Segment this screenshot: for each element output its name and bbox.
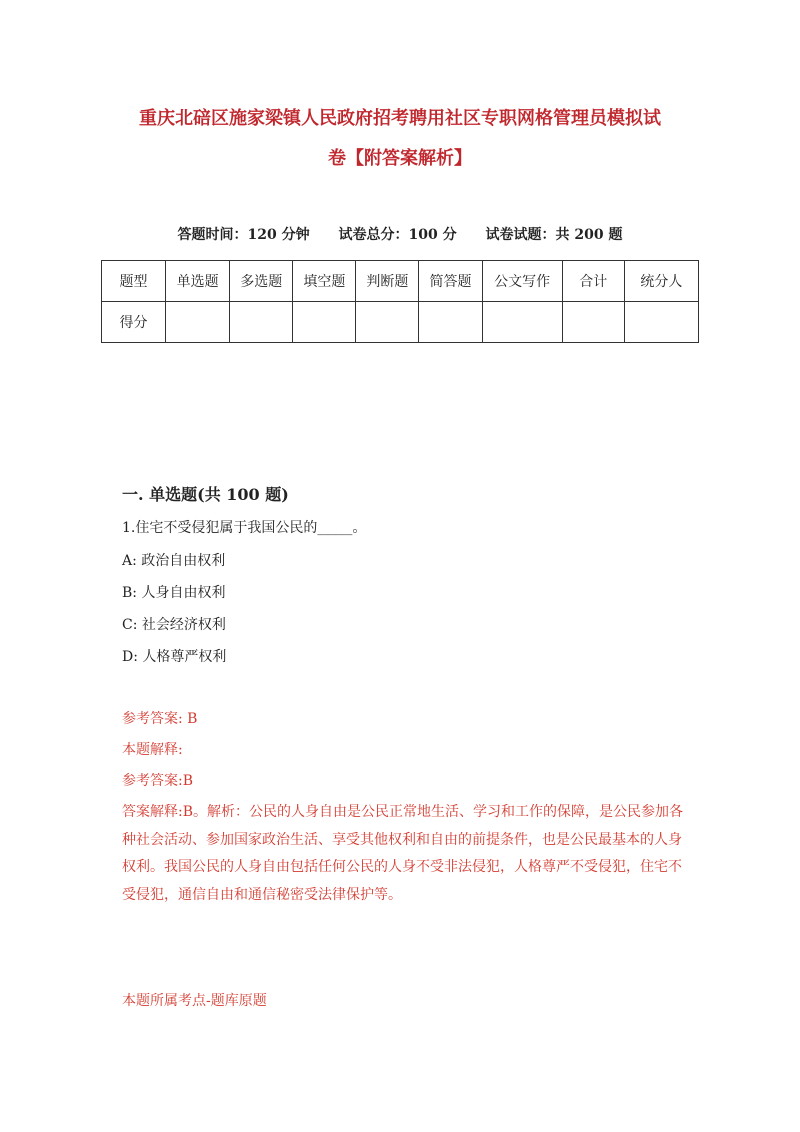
header-cell: 单选题: [166, 261, 230, 302]
score-cell: [230, 302, 293, 343]
score-table: [101, 260, 699, 343]
score-table-score-row: [102, 302, 699, 343]
score-cell: [166, 302, 230, 343]
reference-answer: 参考答案: B: [122, 711, 198, 727]
header-cell: 简答题: [419, 261, 482, 302]
exam-time: 答题时间：120 分钟: [177, 227, 310, 243]
reference-answer-2: 参考答案:B: [122, 773, 194, 789]
row-label-cell: 得分: [102, 302, 166, 343]
header-cell: 公文写作: [482, 261, 562, 302]
score-cell: [482, 302, 562, 343]
exam-question-count: 试卷试题：共 200 题: [485, 227, 623, 243]
question-source: 本题所属考点-题库原题: [122, 993, 267, 1009]
score-cell: [562, 302, 624, 343]
answer-explanation: 答案解释:B。解析：公民的人身自由是公民正常地生活、学习和工作的保障，是公民参加各种社会活动、参加国家政治生活、享受其他权利和自由的前提条件，也是公民最基本的人身权利。我国公民的人身自由包括任何公民的人身不受非法侵犯，人格尊严不受侵犯，住宅不受侵犯，通信自由和通信秘密受法律保护等。: [122, 804, 684, 903]
header-cell: 多选题: [230, 261, 293, 302]
score-cell: [293, 302, 356, 343]
page-title-line1: 重庆北碚区施家梁镇人民政府招考聘用社区专职网格管理员模拟试: [139, 108, 661, 129]
section-title: 一. 单选题(共 100 题): [122, 485, 289, 504]
explanation-label: 本题解释:: [122, 742, 183, 758]
option-a: A: 政治自由权利: [122, 553, 226, 569]
exam-total-score: 试卷总分：100 分: [338, 227, 457, 243]
header-cell: 题型: [102, 261, 166, 302]
question-stem: 1.住宅不受侵犯属于我国公民的_____。: [122, 520, 367, 536]
header-cell: 统分人: [624, 261, 698, 302]
header-cell: 判断题: [356, 261, 419, 302]
header-cell: 合计: [562, 261, 624, 302]
score-cell: [419, 302, 482, 343]
page-title-line2: 卷【附答案解析】: [328, 148, 472, 169]
exam-meta: [100, 224, 700, 244]
score-cell: [356, 302, 419, 343]
header-cell: 填空题: [293, 261, 356, 302]
score-cell: [624, 302, 698, 343]
score-table-header-row: [102, 261, 699, 302]
option-b: B: 人身自由权利: [122, 585, 226, 601]
option-d: D: 人格尊严权利: [122, 649, 227, 665]
option-c: C: 社会经济权利: [122, 617, 226, 633]
